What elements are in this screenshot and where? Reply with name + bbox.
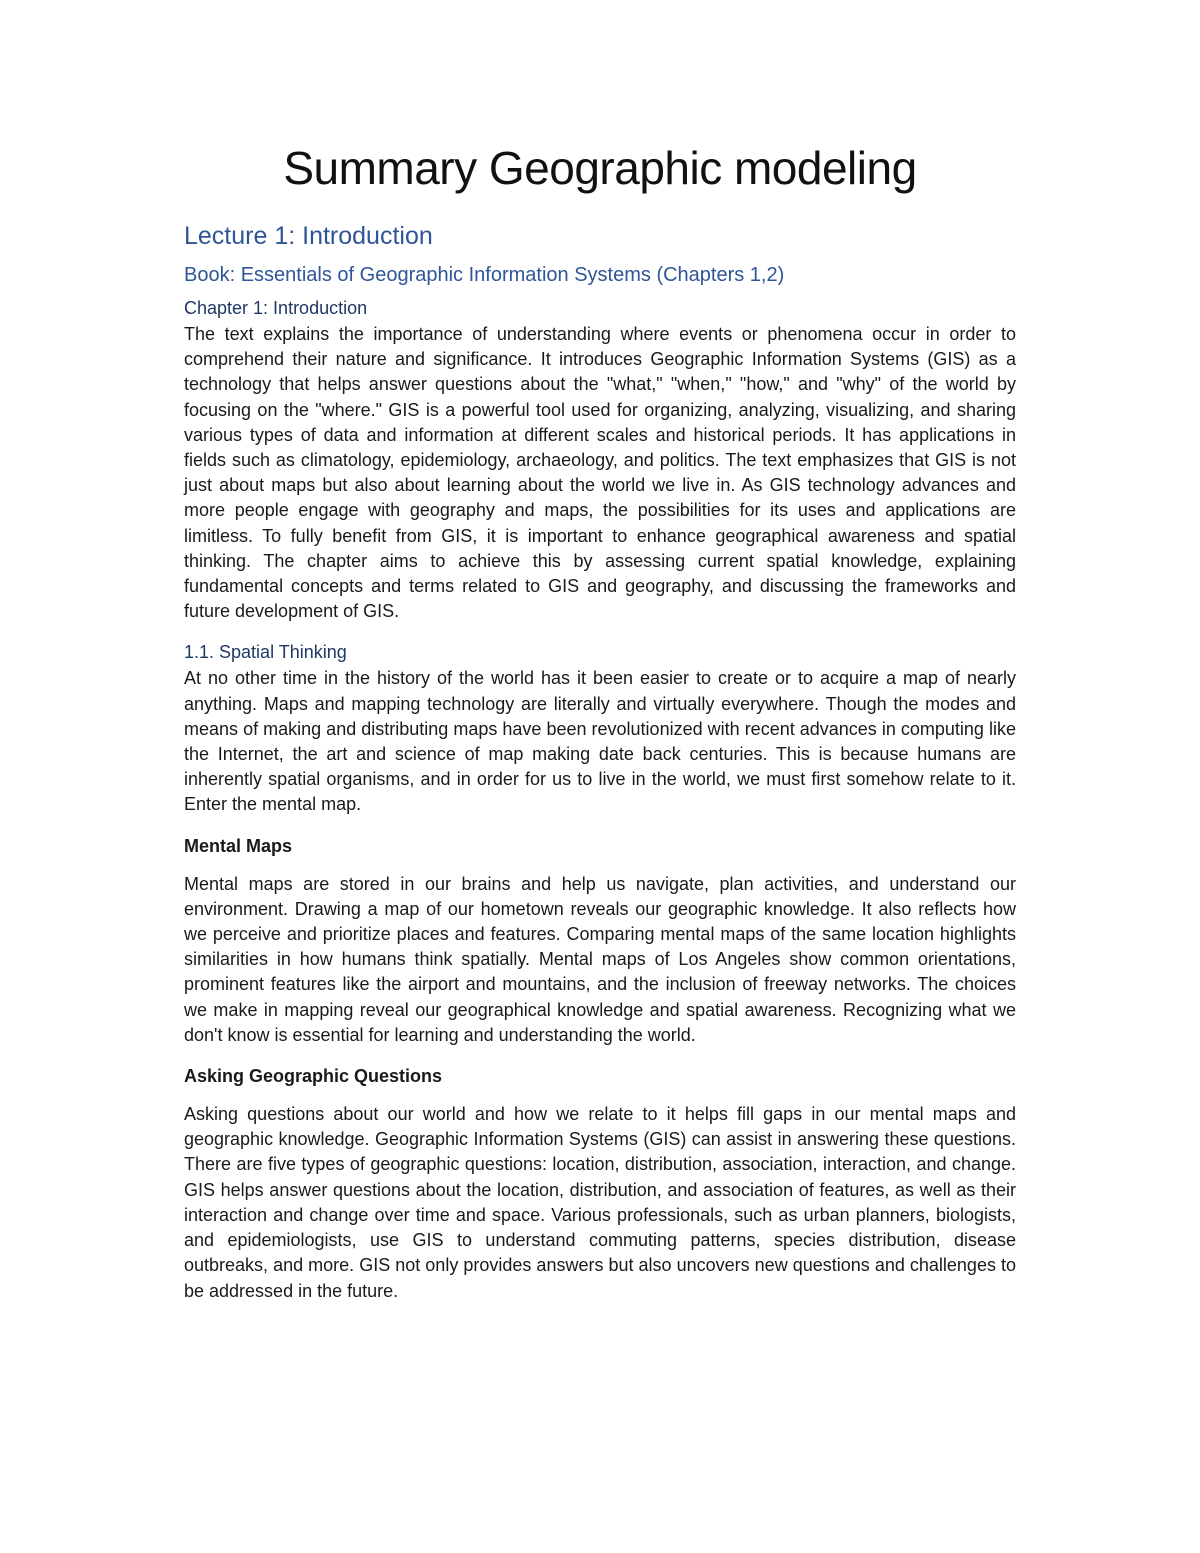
lecture-heading: Lecture 1: Introduction <box>184 222 433 250</box>
document-content <box>184 138 1016 1320</box>
chapter-heading: Chapter 1: Introduction <box>184 298 368 318</box>
mental-maps-paragraph: Mental maps are stored in our brains and help us navigate, plan activities, and understand our environment. Drawing a map of our hometown reveals our geographic knowledge. It also reflects how we perceive and prioritize places and features. Comparing mental maps of the same location highlights similarities in how humans think spatially. Mental maps of Los Angeles show common orientations, prominent features like the airport and mountains, and the inclusion of freeway networks. The choices we make in mapping reveal our geographical knowledge and spatial awareness. Recognizing what we don't know is essential for learning and understanding the world. <box>184 873 1016 1045</box>
questions-paragraph: Asking questions about our world and how we relate to it helps fill gaps in our mental maps and geographic knowledge. Geographic Information Systems (GIS) can assist in answering these questions. There are five types of geographic questions: location, distribution, association, interaction, and change. GIS helps answer questions about the location, distribution, and association of features, as well as their interaction and change over time and space. Various professionals, such as urban planners, biologists, and epidemiologists, use GIS to understand commuting patterns, species distribution, disease outbreaks, and more. GIS not only provides answers but also uncovers new questions and challenges to be addressed in the future. <box>184 1104 1016 1301</box>
section-heading: 1.1. Spatial Thinking <box>184 642 347 663</box>
book-heading: Book: Essentials of Geographic Information Systems (Chapters 1,2) <box>184 264 785 286</box>
document-title: Summary Geographic modeling <box>283 142 917 194</box>
chapter-paragraph: The text explains the importance of understanding where events or phenomena occur in order to comprehend their nature and significance. It introduces Geographic Information Systems (GIS) as a technology that helps answer questions about the "what," "when," "how," and "why" of the world by focusing on the "where." GIS is a powerful tool used for organizing, analyzing, visualizing, and sharing various types of data and information at different scales and historical periods. It has applications in fields such as climatology, epidemiology, archaeology, and politics. The text emphasizes that GIS is not just about maps but also about learning about the world we live in. As GIS technology advances and more people engage with geography and maps, the possibilities for its uses and applications are limitless. To fully benefit from GIS, it is important to enhance geographical awareness and spatial thinking. The chapter aims to achieve this by assessing current spatial knowledge, explaining fundamental concepts and terms related to GIS and geography, and discussing the frameworks and future development of GIS. <box>184 324 1016 622</box>
questions-heading: Asking Geographic Questions <box>184 1066 443 1087</box>
mental-maps-heading: Mental Maps <box>184 835 293 856</box>
section-paragraph: At no other time in the history of the world has it been easier to create or to acquire a map of nearly anything. Maps and mapping technology are literally and virtually everywhere. Though the modes and means of making and distributing maps have been revolutionized with recent advances in computing like the Internet, the art and science of map making date back centuries. This is because humans are inherently spatial organisms, and in order for us to live in the world, we must first somehow relate to it. Enter the mental map. <box>184 668 1016 815</box>
